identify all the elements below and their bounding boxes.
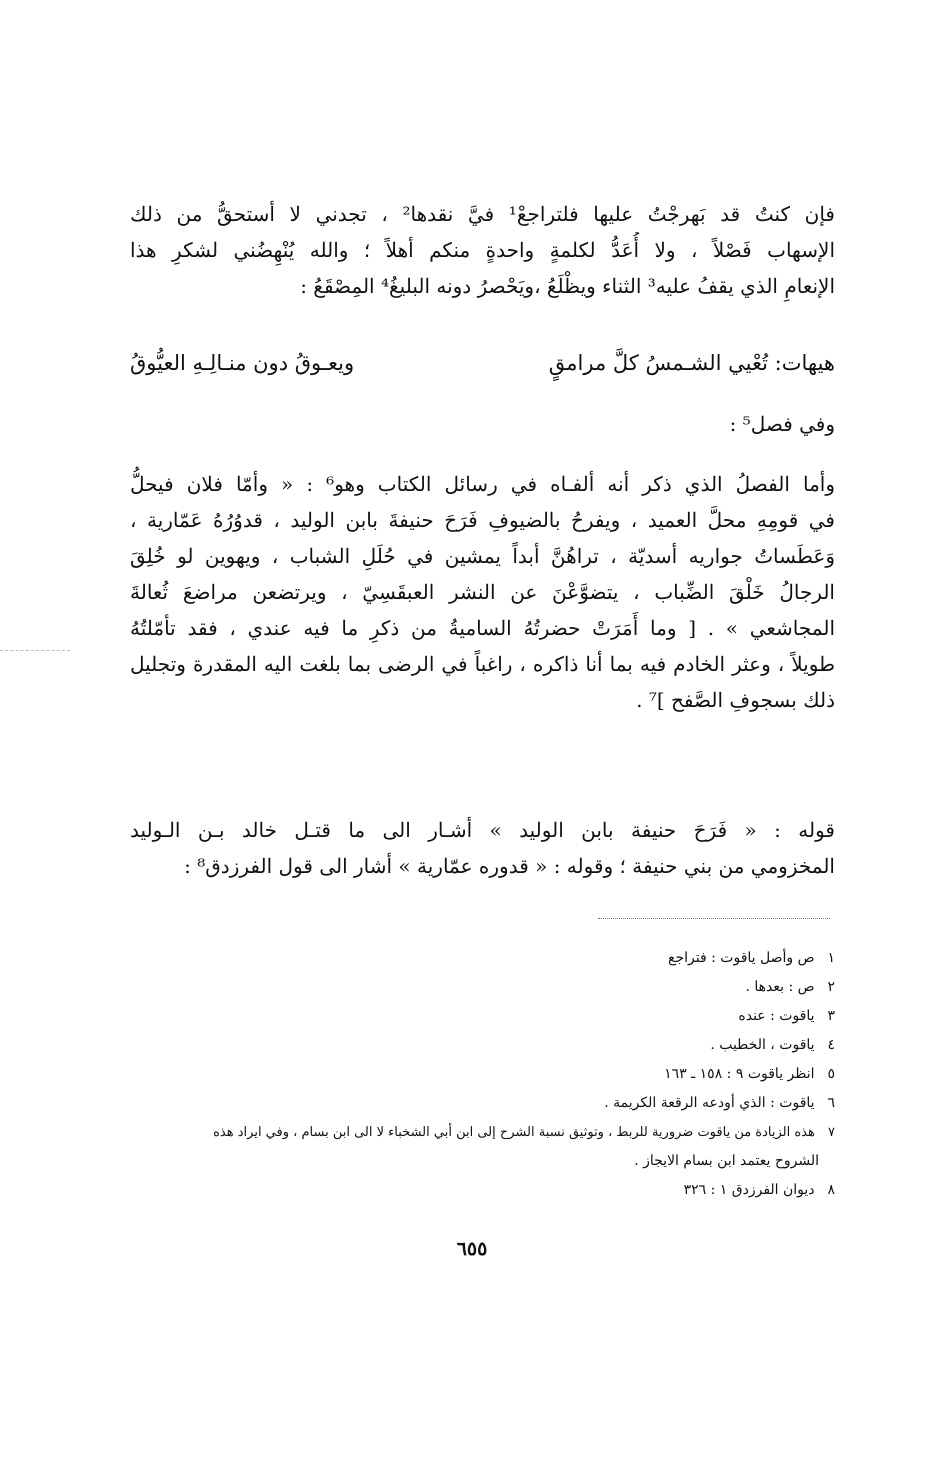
text-line: المجاشعي » . [ وما أَمَرَتْ حضرتُهُ الساميةُ من ذكرِ ما فيه عندي ، فقد تأمّلتُهُ bbox=[130, 616, 835, 640]
footnote bbox=[130, 1089, 835, 1118]
paragraph-1 bbox=[130, 196, 835, 304]
text-line: الإنعامِ الذي يقفُ عليه³ الثناء ويظْلَعُ ،ويَحْصرُ دونه البليغُ⁴ المِصْقَعُ : bbox=[300, 274, 835, 298]
footnote-text: ص وأصل ياقوت : فتراجع bbox=[668, 950, 815, 966]
footnotes bbox=[130, 944, 835, 1205]
footnote-number: ٧ bbox=[828, 1125, 835, 1140]
footnote bbox=[130, 1031, 835, 1060]
footnote-number: ٣ bbox=[827, 1008, 835, 1024]
footnote bbox=[130, 1002, 835, 1031]
footnote-text: ياقوت : عنده bbox=[738, 1008, 815, 1024]
text-line: فإن كنتُ قد بَهرجْتُ عليها فلتراجعْ¹ فيَّ نقدها² ، تجدني لا أستحقُّ من ذلك bbox=[130, 202, 835, 226]
footnote-number: ١ bbox=[827, 950, 835, 966]
text-line: في قومِهِ محلَّ العميد ، ويفرحُ بالضيوفِ فَرَحَ حنيفةَ بابن الوليد ، قدوُرُهُ عَمّارية ، bbox=[130, 508, 835, 532]
transition-text: وفي فصل⁵ : bbox=[729, 412, 835, 436]
footnote-number: ٥ bbox=[827, 1066, 835, 1082]
margin-mark bbox=[0, 650, 70, 651]
footnote-number: ٢ bbox=[827, 979, 835, 995]
paragraph-2 bbox=[130, 466, 835, 718]
footnote-text: ديوان الفرزدق ١ : ٣٢٦ bbox=[683, 1182, 815, 1198]
text-line: قوله : « فَرَحَ حنيفة بابن الوليد » أشـار الى ما قتـل خالد بـن الـوليد bbox=[130, 818, 835, 842]
text-line: المخزومي من بني حنيفة ؛ وقوله : « قدوره عمّارية » أشار الى قول الفرزدق⁸ : bbox=[184, 854, 835, 878]
footnote-separator bbox=[598, 918, 830, 919]
verse-second-hemistich: ويعـوقُ دون منـالِـهِ العيُّوقُ bbox=[130, 351, 355, 375]
footnote-text: ياقوت : الذي أودعه الرقعة الكريمة . bbox=[604, 1095, 815, 1111]
footnote bbox=[130, 1176, 835, 1205]
verse-first-hemistich: هيهات: تُعْيي الشـمسُ كلَّ مرامقٍ bbox=[548, 351, 835, 375]
footnote-continuation bbox=[130, 1147, 835, 1176]
footnote-text: ص : بعدها . bbox=[745, 979, 815, 995]
paragraph-3 bbox=[130, 812, 835, 884]
footnote-text: هذه الزيادة من ياقوت ضرورية للربط ، وتوثيق نسبة الشرح إلى ابن أبي الشخباء لا الى ابن بسام ، وفي ايراد هذه bbox=[213, 1125, 815, 1140]
text-line: وأما الفصلُ الذي ذكر أنه ألفـاه في رسائل الكتاب وهو⁶ : « وأمّا فلان فيحلُّ bbox=[130, 472, 835, 496]
text-line: ذلك بسجوفِ الصَّفح ]⁷ . bbox=[636, 688, 835, 712]
footnote bbox=[130, 1060, 835, 1089]
text-line: طويلاً ، وعثر الخادم فيه بما أنا ذاكره ، راغباً في الرضى بما بلغت اليه المقدرة وتجليل bbox=[130, 652, 835, 676]
footnote-number: ٨ bbox=[827, 1182, 835, 1198]
footnote-text: ياقوت ، الخطيب . bbox=[710, 1037, 815, 1053]
footnote-number: ٤ bbox=[827, 1037, 835, 1053]
footnote bbox=[130, 944, 835, 973]
section-transition bbox=[130, 406, 835, 442]
footnote bbox=[130, 1118, 835, 1147]
footnote bbox=[130, 973, 835, 1002]
footnote-text: انظر ياقوت ٩ : ١٥٨ ـ ١٦٣ bbox=[664, 1066, 815, 1082]
text-line: وَعَطَساتُ جواريه أسديّة ، تراهُنَّ أبداً يمشين في حُلَلِ الشباب ، ويهوين لو خُلِقَ bbox=[130, 544, 835, 568]
verse-line bbox=[130, 345, 835, 381]
page-number: ٦٥٥ bbox=[456, 1238, 488, 1260]
footnote-number: ٦ bbox=[827, 1095, 835, 1111]
text-line: الإسهاب فَصْلاً ، ولا أُعَدُّ لكلمةٍ واحدةٍ منكم أهلاً ؛ والله يُنْهِضُني لشكرِ هذا bbox=[130, 238, 835, 262]
footnote-text: الشروح يعتمد ابن بسام الايجاز . bbox=[634, 1153, 819, 1169]
text-line: الرجالُ خَلْقَ الضِّباب ، يتضوَّعْنَ عن النشر العبقَسِيّ ، ويرتضعن مراضعَ ثُعالةَ bbox=[130, 580, 835, 604]
